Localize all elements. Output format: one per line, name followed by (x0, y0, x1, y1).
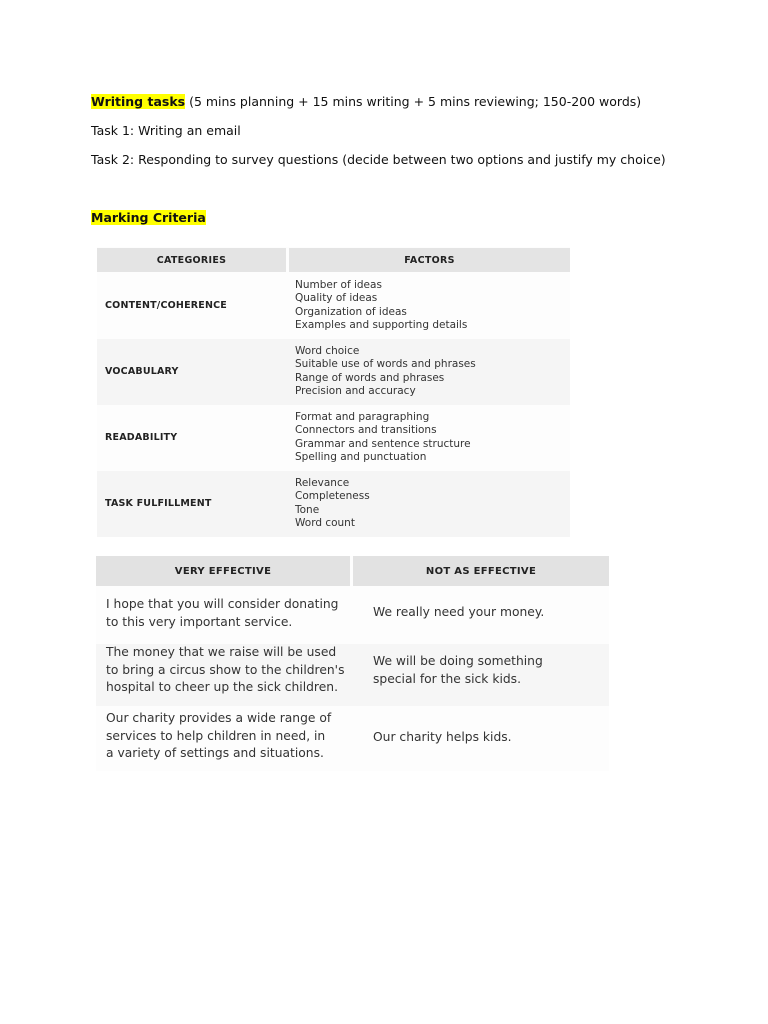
factor-item: Organization of ideas (295, 305, 407, 318)
factor-item: Spelling and punctuation (295, 451, 427, 464)
criteria-row-task-fulfillment (97, 471, 570, 537)
effectiveness-table (96, 556, 609, 771)
effect-row (96, 644, 609, 706)
very-effective-example (106, 644, 344, 697)
example-line: special for the sick kids. (373, 671, 521, 686)
example-line: hospital to cheer up the sick children. (106, 680, 338, 694)
criteria-row-readability (97, 405, 570, 471)
factor-item: Format and paragraphing (295, 411, 430, 423)
task-2-line: Task 2: Responding to survey questions (decide between two options and justify my choice) (91, 152, 666, 167)
factor-item: Tone (295, 503, 320, 516)
factor-item: Suitable use of words and phrases (295, 358, 476, 371)
factor-item: Examples and supporting details (295, 319, 468, 332)
factor-item: Grammar and sentence structure (295, 437, 471, 450)
factor-item: Relevance (295, 477, 350, 489)
very-effective-example (106, 710, 331, 763)
not-as-effective-example (373, 604, 544, 622)
example-line: The money that we raise will be used (106, 645, 337, 659)
category-label: TASK FULFILLMENT (105, 498, 212, 509)
factor-item: Range of words and phrases (295, 371, 445, 384)
category-label: READABILITY (105, 432, 178, 443)
factor-list (295, 477, 370, 531)
writing-tasks-detail: (5 mins planning + 15 mins writing + 5 mins reviewing; 150-200 words) (185, 94, 642, 109)
criteria-header-factors: FACTORS (289, 248, 570, 272)
effect-row (96, 706, 609, 771)
factor-item: Word count (295, 517, 355, 530)
example-line: a variety of settings and situations. (106, 746, 324, 760)
not-as-effective-example (373, 653, 543, 688)
criteria-header-categories: CATEGORIES (97, 248, 286, 272)
effect-header-very-effective: VERY EFFECTIVE (96, 556, 350, 586)
factor-item: Connectors and transitions (295, 424, 437, 437)
criteria-table (97, 247, 570, 537)
category-label: VOCABULARY (105, 366, 179, 377)
factor-list (295, 411, 471, 465)
task-1-line: Task 1: Writing an email (91, 123, 241, 138)
criteria-row-vocabulary (97, 339, 570, 405)
example-line: We really need your money. (373, 605, 545, 619)
not-as-effective-example (373, 729, 512, 747)
example-line: to this very important service. (106, 614, 293, 629)
very-effective-example (106, 596, 338, 631)
factor-list (295, 345, 476, 399)
factor-item: Quality of ideas (295, 292, 378, 305)
example-line: I hope that you will consider donating (106, 597, 339, 611)
example-line: We will be doing something (373, 654, 543, 668)
example-line: Our charity provides a wide range of (106, 711, 332, 725)
effect-header-not-as-effective: NOT AS EFFECTIVE (353, 556, 609, 586)
example-line: to bring a circus show to the children's (106, 662, 345, 677)
criteria-row-content (97, 273, 570, 339)
writing-tasks-heading: Writing tasks (91, 94, 186, 109)
writing-tasks-line (91, 94, 641, 110)
marking-criteria-line (91, 210, 206, 226)
category-label: CONTENT/COHERENCE (105, 300, 227, 311)
factor-item: Completeness (295, 490, 370, 503)
example-line: Our charity helps kids. (373, 730, 512, 744)
factor-item: Precision and accuracy (295, 385, 416, 398)
factor-item: Word choice (295, 345, 360, 357)
marking-criteria-heading: Marking Criteria (91, 210, 206, 225)
factor-item: Number of ideas (295, 279, 382, 291)
effect-row (96, 587, 609, 644)
factor-list (295, 279, 467, 333)
example-line: services to help children in need, in (106, 728, 326, 743)
